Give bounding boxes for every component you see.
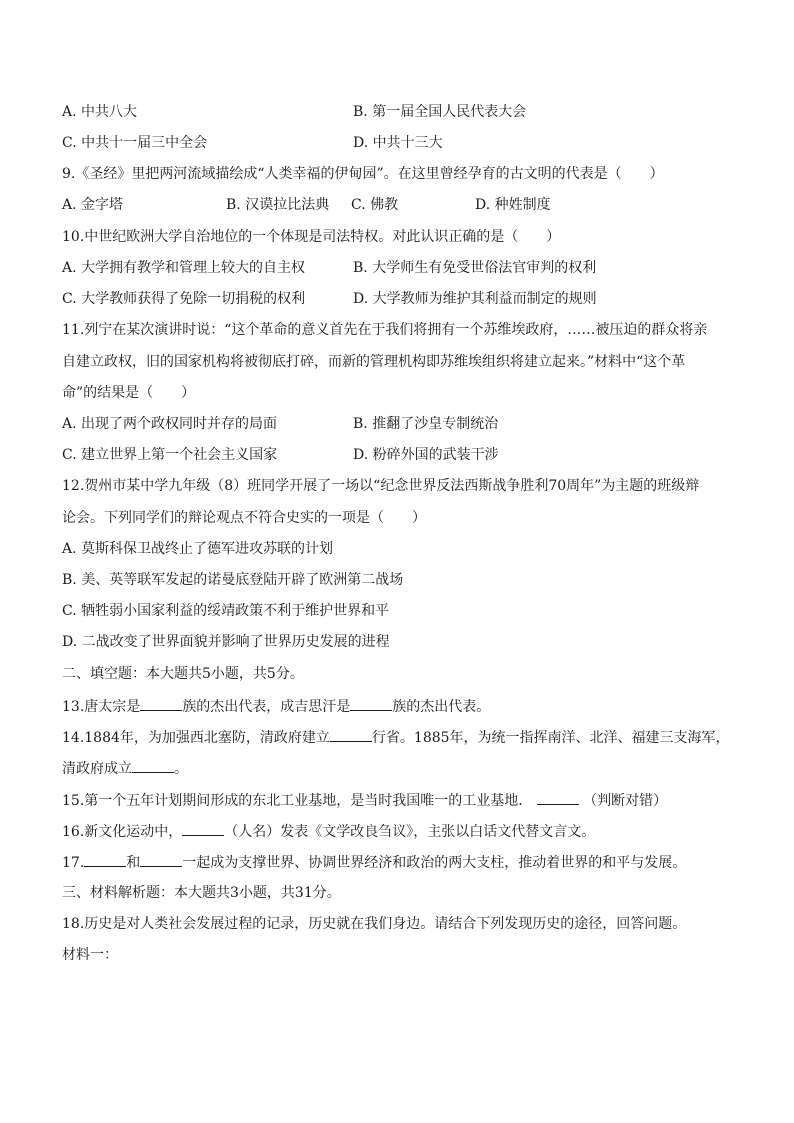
q10-option-c[interactable]: C. 大学教师获得了免除一切捐税的权利 (62, 291, 306, 307)
q12-option-c[interactable]: C. 牺牲弱小国家利益的绥靖政策不利于维护世界和平 (62, 603, 390, 619)
q11-stem-line2: 自建立政权，旧的国家机构将被彻底打碎，而新的管理机构即苏维埃组织将建立起来。”材料中“这个革 (62, 354, 686, 370)
q10-stem: 10.中世纪欧洲大学自治地位的一个体现是司法特权。对此认识正确的是（ ） (62, 229, 561, 245)
q8-option-c[interactable]: C. 中共十一届三中全会 (62, 135, 208, 151)
q12-option-b[interactable]: B. 美、英等联军发起的诺曼底登陆开辟了欧洲第二战场 (62, 572, 404, 588)
q14-line2: 清政府成立 。 (62, 757, 188, 779)
q8-options-row2 (62, 133, 742, 153)
q10-options-row2 (62, 289, 742, 309)
q17: 17. 和 一起成为支撑世界、协调世界经济和政治的两大支柱，推动着世界的和平与发展。 (62, 851, 686, 873)
q10-option-b[interactable]: B. 大学师生有免受世俗法官审判的权利 (353, 260, 597, 276)
q11-option-a[interactable]: A. 出现了两个政权同时并存的局面 (62, 416, 278, 432)
q9-option-d[interactable]: D. 种姓制度 (475, 197, 551, 213)
q10-options-row1 (62, 258, 742, 278)
q8-option-b[interactable]: B. 第一届全国人民代表大会 (353, 104, 527, 120)
q11-stem-line3: 命”的结果是（ ） (62, 385, 196, 401)
q15: 15.第一个五年计划期间形成的东北工业基地，是当时我国唯一的工业基地． （判断对错） (62, 789, 667, 811)
q10-option-d[interactable]: D. 大学教师为维护其利益而制定的规则 (353, 291, 597, 307)
q8-option-d[interactable]: D. 中共十三大 (353, 135, 443, 151)
q9-options (62, 195, 742, 215)
q13-blank-2[interactable] (350, 695, 392, 711)
q12-option-d[interactable]: D. 二战改变了世界面貌并影响了世界历史发展的进程 (62, 634, 390, 650)
q12-stem-line2: 论会。下列同学们的辩论观点不符合史实的一项是（ ） (62, 510, 426, 526)
q16-blank[interactable] (182, 820, 224, 836)
q17-blank-2[interactable] (140, 851, 182, 867)
q18-stem: 18.历史是对人类社会发展过程的记录，历史就在我们身边。请结合下列发现历史的途径，回答问题。 (62, 916, 687, 932)
q14-blank-1[interactable] (330, 726, 372, 742)
q11-option-c[interactable]: C. 建立世界上第一个社会主义国家 (62, 447, 278, 463)
section3-heading: 三、材料解析题：本大题共3小题，共31分。 (62, 885, 341, 901)
q9-option-a[interactable]: A. 金字塔 (62, 197, 124, 213)
q13-blank-1[interactable] (140, 695, 182, 711)
q11-options-row1 (62, 414, 742, 434)
q13: 13.唐太宗是 族的杰出代表，成吉思汗是 族的杰出代表。 (62, 695, 490, 717)
q16: 16.新文化运动中， （人名）发表《文学改良刍议》，主张以白话文代替文言文。 (62, 820, 595, 842)
q14-line1: 14.1884年，为加强西北塞防，清政府建立 行省。1885年，为统一指挥南洋、北洋、福建三支海军， (62, 726, 730, 748)
q9-option-b[interactable]: B. 汉谟拉比法典 (226, 197, 330, 213)
q15-blank[interactable] (537, 789, 579, 805)
q11-options-row2 (62, 445, 742, 465)
material-label: 材料一： (62, 947, 118, 963)
q12-option-a[interactable]: A. 莫斯科保卫战终止了德军进攻苏联的计划 (62, 541, 334, 557)
section2-heading: 二、填空题：本大题共5小题，共5分。 (62, 666, 304, 682)
q11-option-d[interactable]: D. 粉碎外国的武装干涉 (353, 447, 499, 463)
q11-option-b[interactable]: B. 推翻了沙皇专制统治 (353, 416, 499, 432)
q8-option-a[interactable]: A. 中共八大 (62, 104, 138, 120)
q10-option-a[interactable]: A. 大学拥有教学和管理上较大的自主权 (62, 260, 306, 276)
q11-stem-line1: 11.列宁在某次演讲时说：“这个革命的意义首先在于我们将拥有一个苏维埃政府，……被压迫的群众将亲 (62, 322, 708, 338)
q12-stem-line1: 12.贺州市某中学九年级（8）班同学开展了一场以“纪念世界反法西斯战争胜利70周年”为主题的班级辩 (62, 478, 700, 494)
q8-options-row1 (62, 102, 742, 122)
q14-blank-2[interactable] (132, 757, 174, 773)
q17-blank-1[interactable] (84, 851, 126, 867)
q9-option-c[interactable]: C. 佛教 (351, 197, 399, 213)
q9-stem: 9.《圣经》里把两河流域描绘成“人类幸福的伊甸园”。在这里曾经孕育的古文明的代表是（ ） (62, 166, 664, 182)
